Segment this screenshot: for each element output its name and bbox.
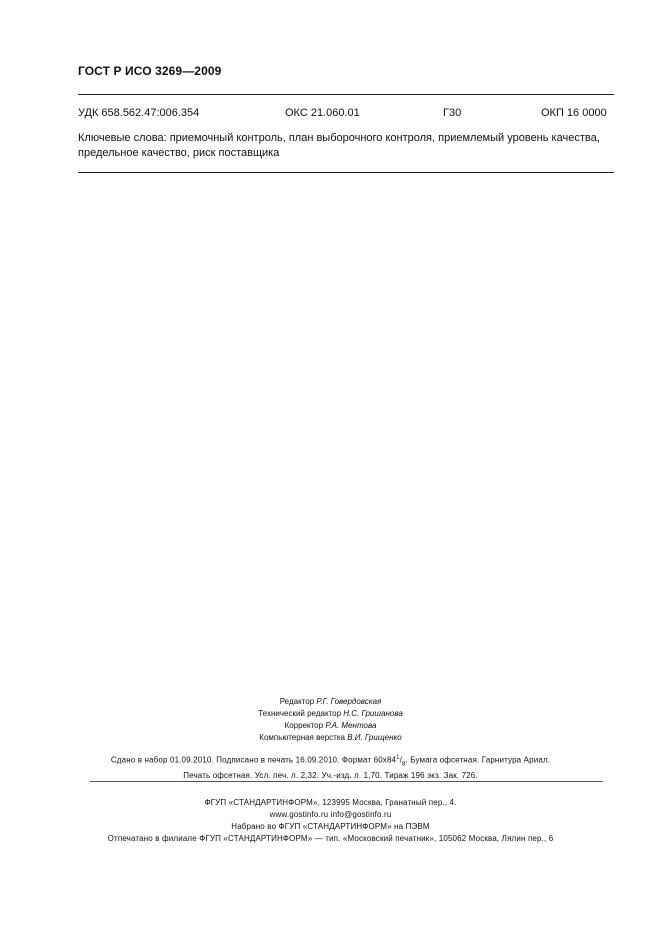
credits-block bbox=[0, 696, 661, 744]
corrector-line bbox=[0, 720, 661, 732]
tech-editor-line bbox=[0, 708, 661, 720]
layout-line bbox=[0, 732, 661, 744]
editor-name: Р.Г. Говердовская bbox=[316, 697, 382, 706]
publisher-contacts: www.gostinfo.ru info@gostinfo.ru bbox=[269, 810, 392, 819]
typeset-info: Набрано во ФГУП «СТАНДАРТИНФОРМ» на ПЭВМ bbox=[231, 822, 430, 831]
corrector-name: Р.А. Ментова bbox=[325, 721, 377, 730]
document-id: ГОСТ Р ИСО 3269—2009 bbox=[78, 64, 222, 78]
format-numerator: 1 bbox=[396, 755, 400, 761]
format-slash: / bbox=[399, 755, 403, 765]
editor-label: Редактор bbox=[279, 697, 315, 706]
group-code: Г30 bbox=[443, 107, 462, 119]
corrector-label: Корректор bbox=[284, 721, 324, 730]
print-info-block bbox=[0, 752, 661, 782]
keywords: Ключевые слова: приемочный контроль, план выборочного контроля, приемлемый уровень качества, предельное качество, риск поставщика bbox=[78, 132, 600, 159]
tech-editor-label: Технический редактор bbox=[258, 709, 342, 718]
udk-code: УДК 658.562.47:006.354 bbox=[78, 107, 200, 119]
printing-info: Отпечатано в филиале ФГУП «СТАНДАРТИНФОРМ» — тип. «Московский печатник», 105062 Москва, Лялин пер., 6 bbox=[107, 834, 554, 843]
footer-divider bbox=[90, 781, 603, 782]
publisher-block bbox=[0, 797, 661, 845]
publisher-address: ФГУП «СТАНДАРТИНФОРМ», 123995 Москва, Гранатный пер., 4. bbox=[204, 798, 457, 807]
format-denominator: 8 bbox=[402, 761, 406, 768]
print-info-text: Сдано в набор 01.09.2010. Подписано в печать 16.09.2010. Формат 60x84 bbox=[110, 755, 397, 765]
layout-name: В.И. Грищенко bbox=[347, 733, 402, 742]
print-info-line2: Печать офсетная. Усл. печ. л. 2,32. Уч.-изд. л. 1,70. Тираж 196 экз. Зак. 726. bbox=[183, 771, 478, 781]
print-info-paper: . Бумага офсетная. Гарнитура Ариал. bbox=[405, 755, 551, 765]
okp-code: ОКП 16 0000 bbox=[541, 107, 607, 119]
editor-line bbox=[0, 696, 661, 708]
tech-editor-name: Н.С. Гришанова bbox=[343, 709, 403, 718]
print-info-line1 bbox=[0, 752, 661, 770]
top-divider bbox=[78, 94, 614, 95]
oks-code: ОКС 21.060.01 bbox=[285, 107, 360, 119]
layout-label: Компьютерная верстка bbox=[259, 733, 345, 742]
keywords-divider bbox=[78, 172, 614, 173]
